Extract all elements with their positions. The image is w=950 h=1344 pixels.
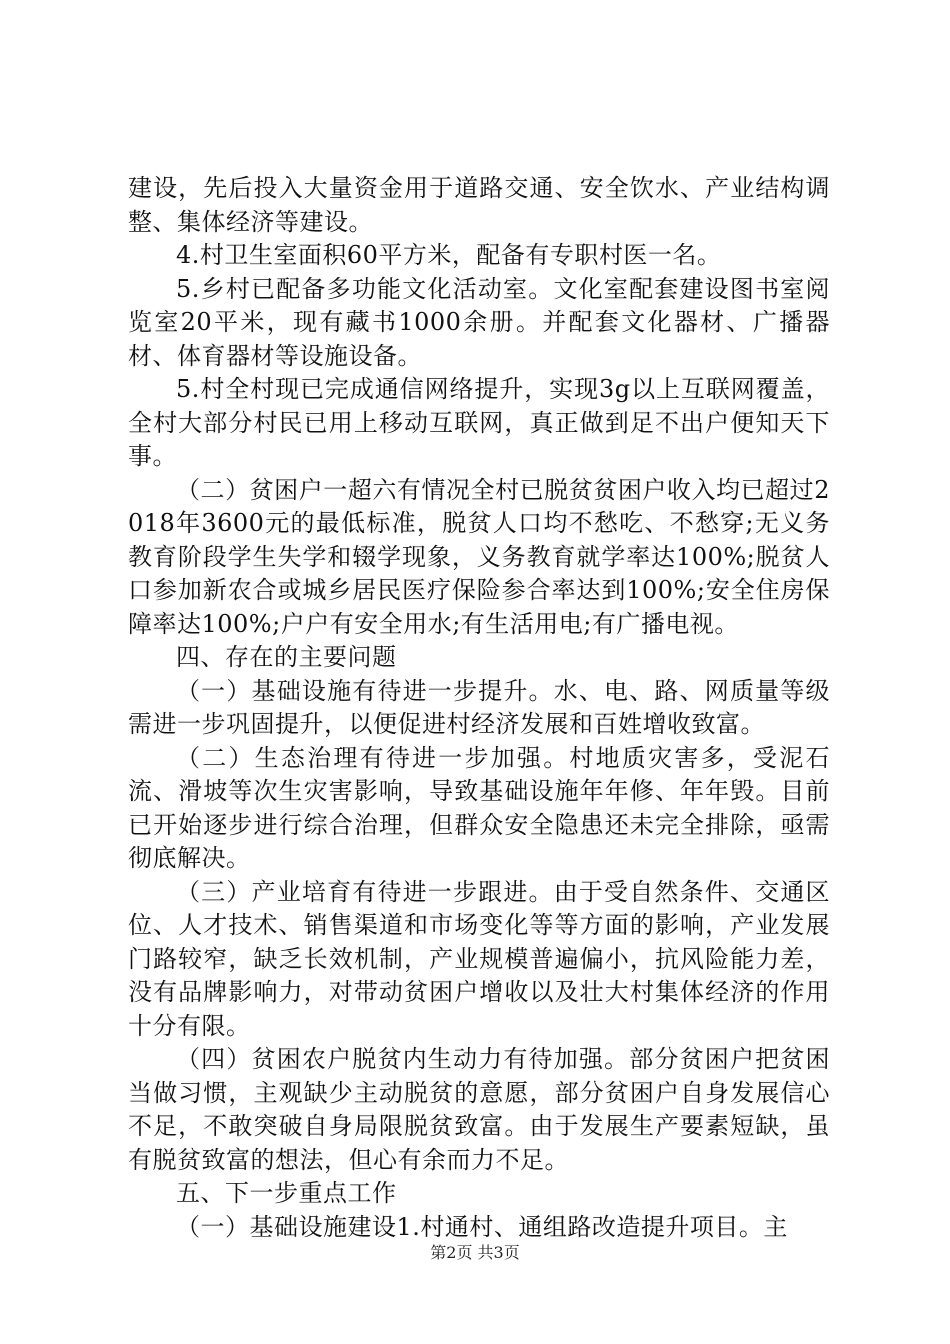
document-body — [128, 172, 830, 1244]
page-footer: 第2页 共3页 — [430, 1243, 520, 1262]
paragraph-clinic: 4.村卫生室面积60平方米，配备有专职村医一名。 — [176, 241, 722, 269]
paragraph-problem-ecology: （二）生态治理有待进一步加强。村地质灾害多，受泥石流、滑坡等次生灾害影响，导致基础设施年年修、年年毁。目前已开始逐步进行综合治理，但群众安全隐患还未完全排除，亟需彻底解决。 — [128, 743, 830, 872]
paragraph-culture-room: 5.乡村已配备多功能文化活动室。文化室配套建设图书室阅览室20平米，现有藏书1000余册。并配套文化器材、广播器材、体育器材等设施设备。 — [128, 274, 830, 370]
section-heading-next-steps: 五、下一步重点工作 — [176, 1179, 397, 1207]
paragraph-network: 5.村全村现已完成通信网络提升，实现3g以上互联网覆盖，全村大部分村民已用上移动互联网，真正做到足不出户便知天下事。 — [128, 375, 830, 470]
paragraph-next-infrastructure: （一）基础设施建设1.村通村、通组路改造提升项目。主 — [176, 1212, 788, 1241]
paragraph-problem-motivation: （四）贫困农户脱贫内生动力有待加强。部分贫困户把贫困当做习惯，主观缺少主动脱贫的意愿，部分贫困户自身发展信心不足，不敢突破自身局限脱贫致富。由于发展生产要素短缺，虽有脱贫致富的想法，但心有余而力不足。 — [128, 1045, 830, 1174]
paragraph-continuation: 建设，先后投入大量资金用于道路交通、安全饮水、产业结构调整、集体经济等建设。 — [128, 174, 830, 236]
paragraph-problem-industry: （三）产业培育有待进一步跟进。由于受自然条件、交通区位、人才技术、销售渠道和市场变化等等方面的影响，产业发展门路较窄，缺乏长效机制，产业规模普遍偏小，抗风险能力差，没有品牌影响力，对带动贫困户增收以及壮大村集体经济的作用十分有限。 — [128, 877, 830, 1040]
section-heading-problems: 四、存在的主要问题 — [176, 643, 397, 671]
paragraph-poverty-status: （二）贫困户一超六有情况全村已脱贫贫困户收入均已超过2018年3600元的最低标准，脱贫人口均不愁吃、不愁穿;无义务教育阶段学生失学和辍学现象，义务教育就学率达100%;脱贫人口参加新农合或城乡居民医疗保险参合率达到100%;安全住房保障率达100%;户户有安全用水;有生活用电;有广播电视。 — [128, 475, 830, 638]
paragraph-problem-infrastructure: （一）基础设施有待进一步提升。水、电、路、网质量等级需进一步巩固提升，以便促进村经济发展和百姓增收致富。 — [128, 676, 830, 738]
